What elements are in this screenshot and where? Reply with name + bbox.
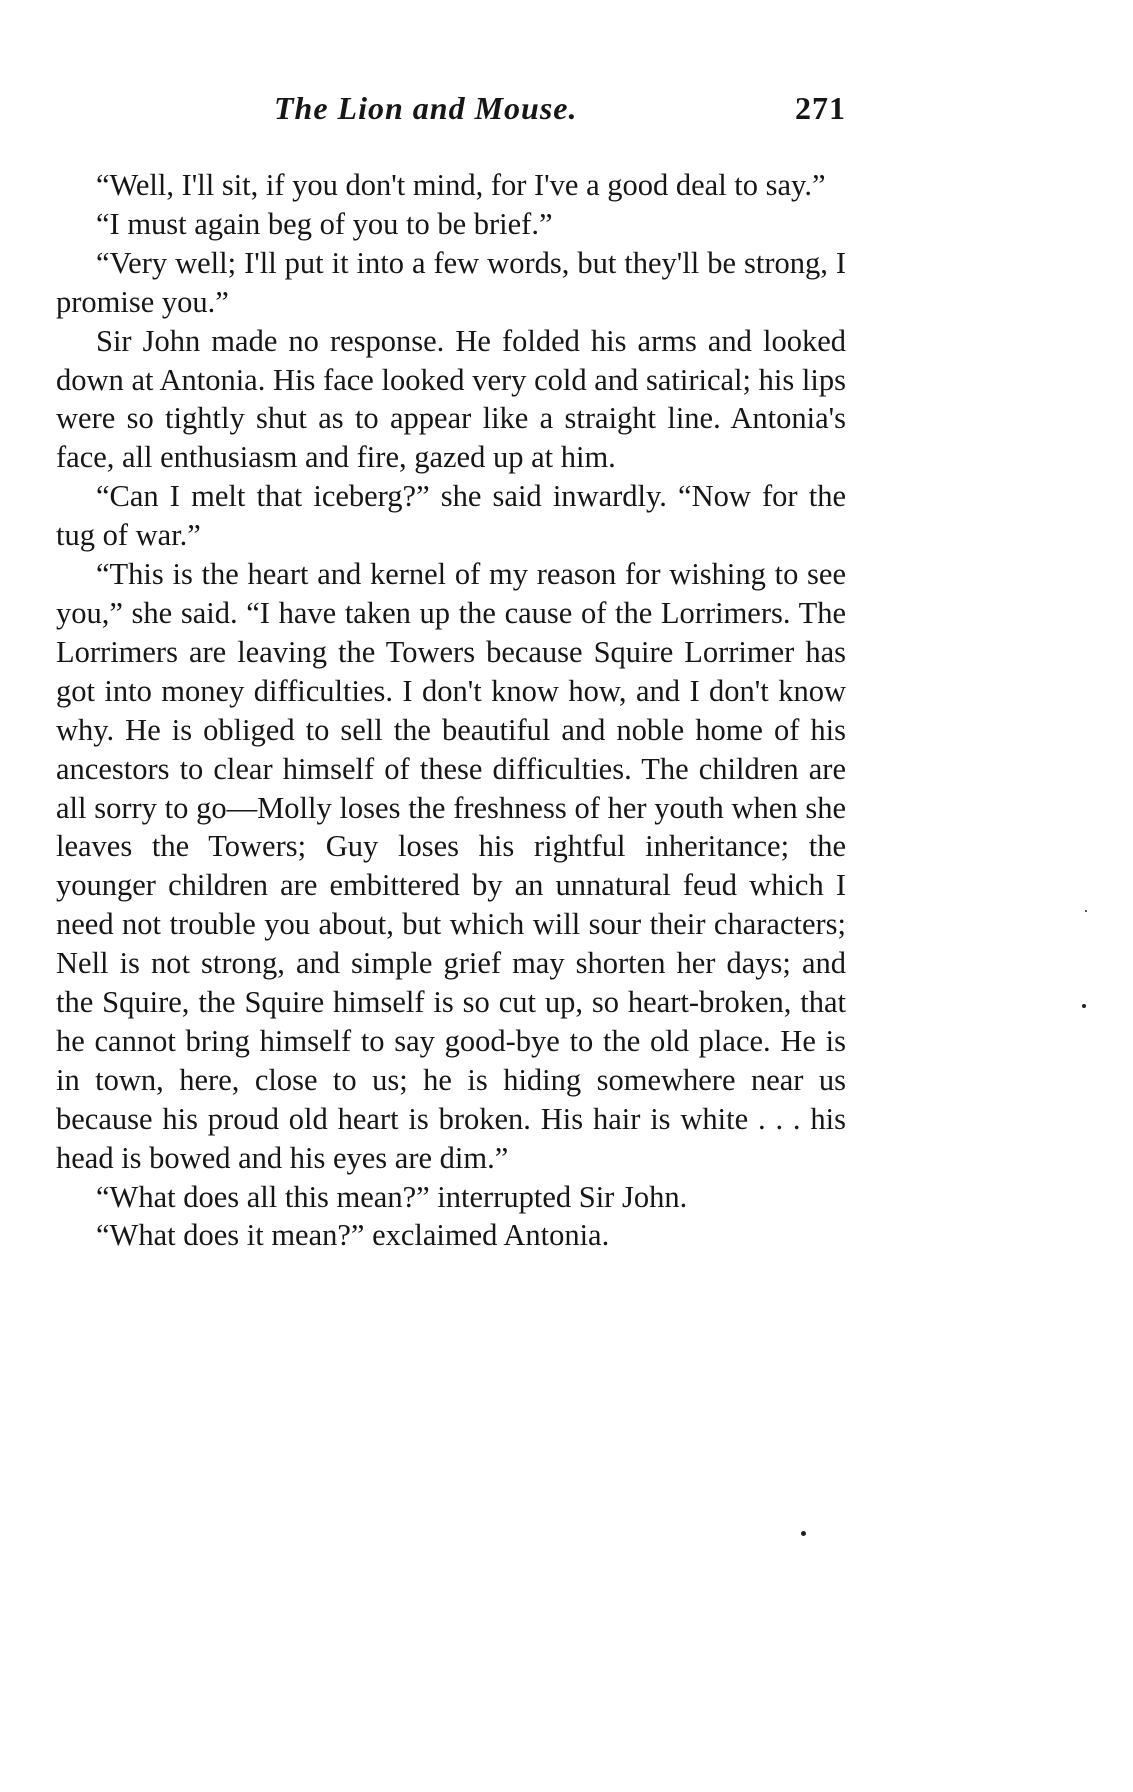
- running-title: The Lion and Mouse.: [274, 90, 578, 126]
- running-head: [56, 86, 846, 130]
- ink-speck: [801, 1531, 806, 1536]
- paragraph-5: “Can I melt that iceberg?” she said inwardly. “Now for the tug of war.”: [56, 479, 846, 553]
- paragraph-7: “What does all this mean?” interrupted Sir John.: [96, 1179, 688, 1214]
- paragraph-4: Sir John made no response. He folded his arms and looked down at Antonia. His face looked very cold and satirical; his lips were so tightly shut as to appear like a straight line. Antonia's face, all enthusiasm and fire, gazed up at him.: [56, 323, 846, 475]
- paragraph-1: “Well, I'll sit, if you don't mind, for I've a good deal to say.”: [96, 168, 826, 202]
- paragraph-3: “Very well; I'll put it into a few words, but they'll be strong, I promise you.”: [56, 245, 846, 319]
- body-text: [56, 166, 846, 1255]
- paragraph-8: “What does it mean?” exclaimed Antonia.: [96, 1218, 610, 1253]
- paragraph-6: “This is the heart and kernel of my reason for wishing to see you,” she said. “I have taken up the cause of the Lorrimers. The Lorrimers are leaving the Towers because Squire Lorrimer has got into money difficulties. I don't know how, and I don't know why. He is obliged to sell the beautiful and noble home of his ancestors to clear himself of these difficulties. The children are all sorry to go—Molly loses the freshness of her youth when she leaves the Towers; Guy loses his rightful inheritance; the younger children are embittered by an unnatural feud which I need not trouble you about, but which will sour their characters; Nell is not strong, and simple grief may shorten her days; and the Squire, the Squire himself is so cut up, so heart-broken, that he cannot bring himself to say good-bye to the old place. He is in town, here, close to us; he is hiding somewhere near us because his proud old heart is broken. His hair is white . . . his head is bowed and his eyes are dim.”: [56, 557, 846, 1175]
- ink-speck: [1085, 910, 1087, 912]
- paragraph-2: “I must again beg of you to be brief.”: [96, 206, 553, 241]
- ink-speck: [1082, 1004, 1086, 1008]
- page-number: 271: [795, 90, 846, 126]
